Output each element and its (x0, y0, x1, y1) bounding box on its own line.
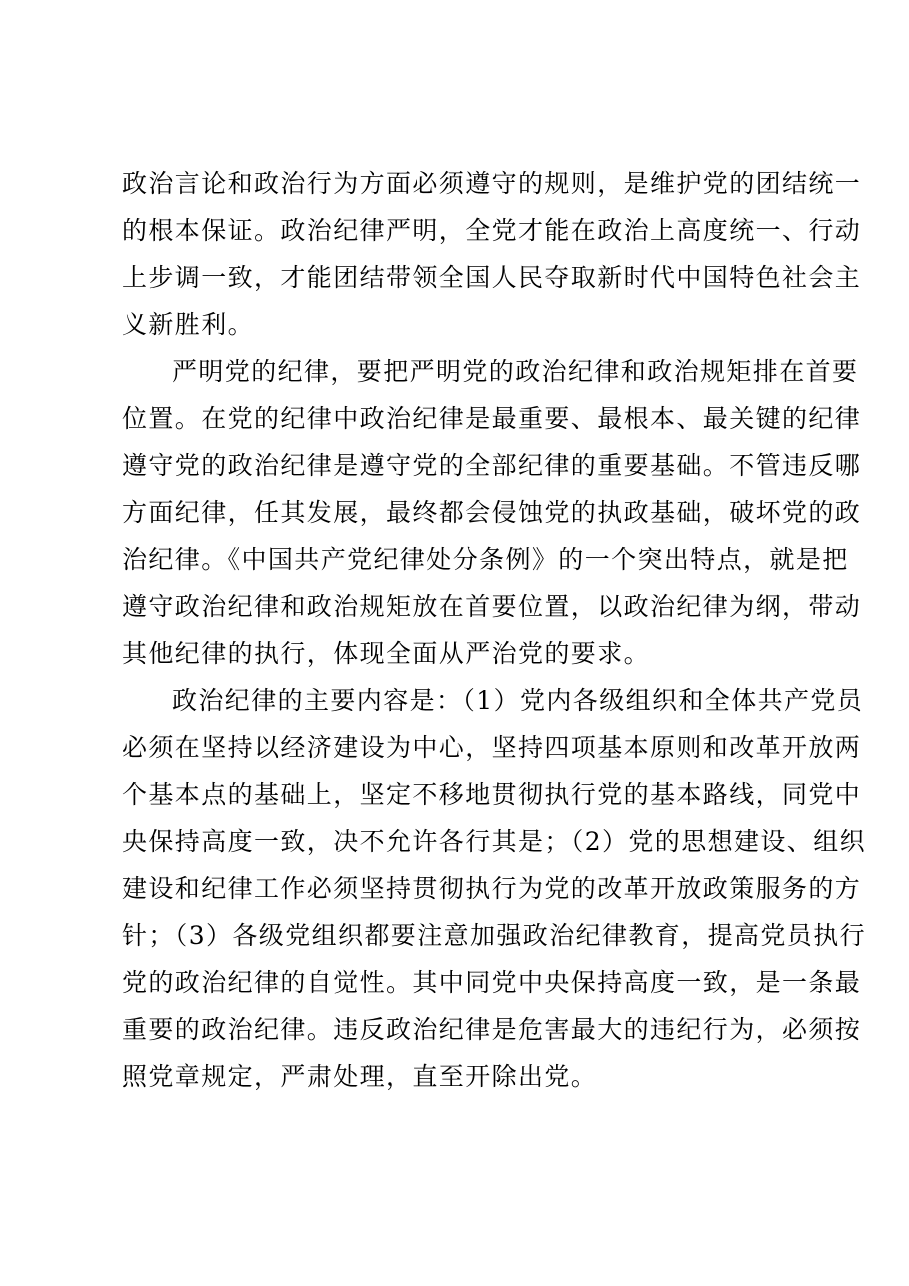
paragraph-line: 位置。在党的纪律中政治纪律是最重要、最根本、最关键的纪律 (122, 404, 862, 433)
paragraph-line: 遵守政治纪律和政治规矩放在首要位置，以政治纪律为纲，带动 (122, 592, 862, 621)
document-body (122, 160, 867, 1100)
paragraph-line: 严明党的纪律，要把严明党的政治纪律和政治规矩排在首要 (172, 357, 859, 386)
paragraph-line: 上步调一致，才能团结带领全国人民夺取新时代中国特色社会主 (122, 263, 862, 292)
paragraph-1 (122, 160, 862, 348)
paragraph-line: 重要的政治纪律。违反政治纪律是危害最大的违纪行为，必须按 (122, 1015, 862, 1044)
paragraph-line: 针；（3）各级党组织都要注意加强政治纪律教育，提高党员执行 (122, 921, 867, 950)
paragraph-line: 义新胜利。 (122, 310, 255, 339)
paragraph-2 (122, 348, 862, 677)
paragraph-line: 遵守党的政治纪律是遵守党的全部纪律的重要基础。不管违反哪 (122, 451, 862, 480)
paragraph-line: 治纪律。《中国共产党纪律处分条例》的一个突出特点，就是把 (122, 545, 849, 574)
paragraph-3 (122, 677, 867, 1100)
paragraph-line: 政治纪律的主要内容是：（1）党内各级组织和全体共产党员 (172, 686, 864, 715)
paragraph-line: 央保持高度一致，决不允许各行其是；（2）党的思想建设、组织 (122, 827, 867, 856)
paragraph-line: 个基本点的基础上，坚定不移地贯彻执行党的基本路线，同党中 (122, 780, 862, 809)
paragraph-line: 建设和纪律工作必须坚持贯彻执行为党的改革开放政策服务的方 (122, 874, 862, 903)
paragraph-line: 方面纪律，任其发展，最终都会侵蚀党的执政基础，破坏党的政 (122, 498, 862, 527)
paragraph-line: 必须在坚持以经济建设为中心，坚持四项基本原则和改革开放两 (122, 733, 862, 762)
paragraph-line: 的根本保证。政治纪律严明，全党才能在政治上高度统一、行动 (122, 216, 862, 245)
paragraph-line: 照党章规定，严肃处理，直至开除出党。 (122, 1062, 598, 1091)
paragraph-line: 其他纪律的执行，体现全面从严治党的要求。 (122, 639, 651, 668)
paragraph-line: 党的政治纪律的自觉性。其中同党中央保持高度一致，是一条最 (122, 968, 862, 997)
paragraph-line: 政治言论和政治行为方面必须遵守的规则，是维护党的团结统一 (122, 169, 862, 198)
